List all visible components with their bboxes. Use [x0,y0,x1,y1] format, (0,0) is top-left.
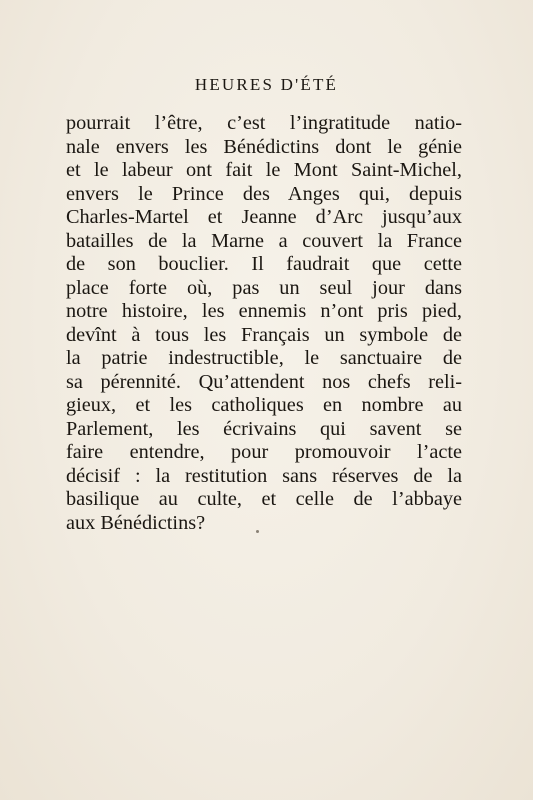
body-paragraph [66,112,462,535]
text-line: pourrait l’être, c’est l’ingratitude natio- [66,112,462,134]
text-line: basilique au culte, et celle de l’abbaye [66,488,462,510]
text-line: notre histoire, les ennemis n’ont pris pied, [66,300,462,322]
text-line: de son bouclier. Il faudrait que cette [66,253,462,275]
text-line: la patrie indestructible, le sanctuaire de [66,347,462,369]
running-head: HEURES D'ÉTÉ [194,75,339,94]
text-line: Parlement, les écrivains qui savent se [66,417,462,440]
text-line: batailles de la Marne a couvert la France [66,229,462,252]
ink-speck [256,530,259,533]
text-line: envers le Prince des Anges qui, depuis [66,182,462,205]
text-line: Charles-Martel et Jeanne d’Arc jusqu’aux [66,206,462,228]
text-line: place forte où, pas un seul jour dans [66,276,462,299]
text-line: gieux, et les catholiques en nombre au [66,394,462,416]
text-line: nale envers les Bénédictins dont le génie [66,135,462,158]
text-line: et le labeur ont fait le Mont Saint-Michel, [66,159,462,181]
text-line-last: aux Bénédictins? [66,511,206,534]
text-line: sa pérennité. Qu’attendent nos chefs reli- [66,370,462,393]
text-line: devînt à tous les Français un symbole de [66,323,462,346]
text-line: faire entendre, pour promouvoir l’acte [66,441,462,463]
text-line: décisif : la restitution sans réserves de la [66,464,462,487]
